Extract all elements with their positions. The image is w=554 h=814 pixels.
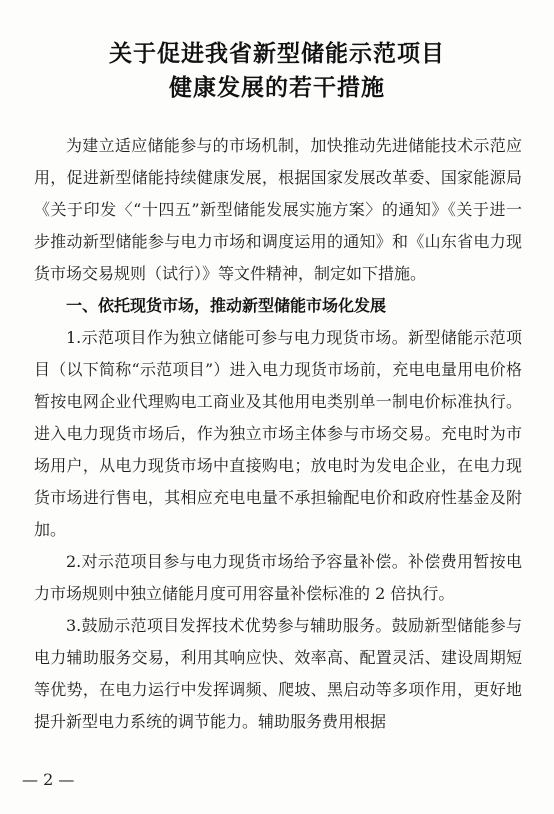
document-body [34,130,522,738]
document-title-line-1: 关于促进我省新型储能示范项目 [109,41,445,67]
item-2-paragraph: 2.对示范项目参与电力现货市场给予容量补偿。补偿费用暂按电力市场规则中独立储能月度可用容量补偿标准的 2 倍执行。 [34,552,522,603]
document-title-line-2: 健康发展的若干措施 [169,75,385,101]
item-3-paragraph: 3.鼓励示范项目发挥技术优势参与辅助服务。鼓励新型储能参与电力辅助服务交易，利用其响应快、效率高、配置灵活、建设周期短等优势，在电力运行中发挥调频、爬坡、黑启动等多项作用，更好地提升新型电力系统的调节能力。辅助服务费用根据 [34,616,522,731]
page-number: — 2 — [22,770,75,789]
intro-paragraph: 为建立适应储能参与的市场机制，加快推动先进储能技术示范应用，促进新型储能持续健康发展，根据国家发展改革委、国家能源局《关于印发〈“十四五”新型储能发展实施方案〉的通知》《关于进一步推动新型储能参与电力市场和调度运用的通知》和《山东省电力现货市场交易规则（试行）》等文件精神，制定如下措施。 [34,136,522,283]
item-1-paragraph: 1.示范项目作为独立储能可参与电力现货市场。新型储能示范项目（以下简称“示范项目”）进入电力现货市场前，充电电量用电价格暂按电网企业代理购电工商业及其他用电类别单一制电价标准执行。进入电力现货市场后，作为独立市场主体参与市场交易。充电时为市场用户，从电力现货市场中直接购电；放电时为发电企业，在电力现货市场进行售电，其相应充电电量不承担输配电价和政府性基金及附加。 [34,328,522,539]
section-1-heading: 一、依托现货市场，推动新型储能市场化发展 [66,296,387,315]
